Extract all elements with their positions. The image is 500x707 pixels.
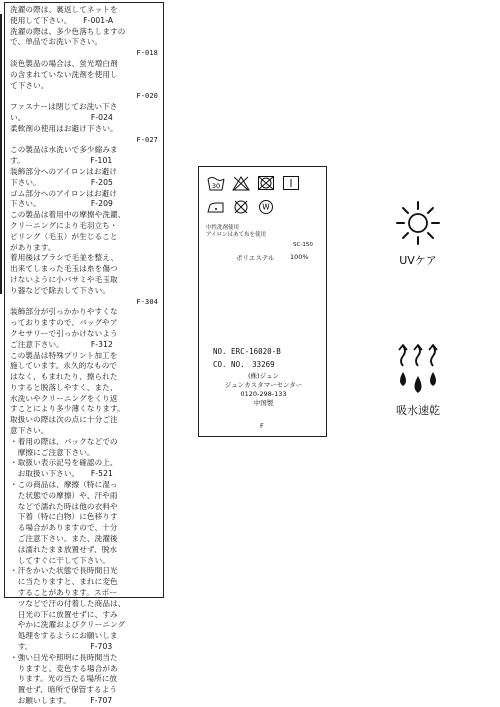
uv-care-label: UVケア <box>399 254 437 267</box>
instruction-line: で、単品でお洗い下さい。 <box>10 37 103 47</box>
instruction-line: 置せず、暗所で保管するよう <box>10 685 118 695</box>
instruction-line: 処理をするようにお願いしま <box>10 631 118 641</box>
instruction-line: 下さい。 F-205 <box>10 177 113 187</box>
iron-low-icon <box>207 199 225 215</box>
instruction-line: 装飾部分へのアイロンはお避け <box>10 166 118 176</box>
svg-text:W: W <box>262 202 270 212</box>
no-bleach-icon <box>232 175 250 191</box>
instruction-line: ツなどで汗の付着した商品は、 <box>10 598 126 608</box>
instruction-line: クセサリーで引っかけないよう <box>10 328 118 338</box>
instruction-line: はなく、もまれたり、擦られた <box>10 372 118 382</box>
instruction-line: の含まれていない洗剤を使用し <box>10 69 118 79</box>
material-name: ポリエステル <box>236 254 275 262</box>
instruction-line: りますと、変色する場合があ <box>10 663 118 673</box>
instruction-line: があります。 <box>10 242 56 252</box>
instruction-line: ・強い日光や照明に長時間当た <box>10 652 118 662</box>
instruction-line: お取扱い下さい。 F-521 <box>10 469 113 479</box>
instruction-line: 水洗いやクリーニングをくり返 <box>10 393 118 403</box>
wash-30-icon <box>207 175 225 191</box>
instruction-line: 出来てしまった毛玉は糸を傷つ <box>10 264 118 274</box>
instruction-line: することがあります。スポー <box>10 588 118 598</box>
instruction-line: 着用後はブラシで毛並を整え、 <box>10 253 119 263</box>
usage-note: 中性洗剤使用 アイロンはあて布を使用 <box>206 225 267 238</box>
color-number: CO. NO. 33269 <box>213 360 275 369</box>
instruction-line: 意下さい。 <box>10 426 49 436</box>
instruction-line: は濡れたまま放置せず、脱水 <box>10 544 118 554</box>
instruction-line: す。 F-101 <box>10 156 113 166</box>
instruction-line: 施しています。永久的なもので <box>10 361 118 371</box>
care-icons-row-1 <box>207 175 300 191</box>
line-dry-icon <box>282 175 300 191</box>
instruction-line: ・着用の際は、バックなどでの <box>10 436 118 446</box>
instruction-line: などで濡れた時は他の衣料や <box>10 501 118 511</box>
instruction-line: けないように小バサミや毛玉取 <box>10 274 118 284</box>
sc-code: SC-150 <box>293 242 313 248</box>
instruction-text-block <box>10 5 158 707</box>
instruction-line: すことにより多少薄くなります。 <box>10 404 125 414</box>
instruction-line: り器などで除去して下さい。 <box>10 285 111 295</box>
water-absorb-dry-icon <box>395 344 441 396</box>
care-instruction-tag <box>4 2 164 705</box>
instruction-line: た状態での摩擦）や、汗や雨 <box>10 490 118 500</box>
instruction-line: してすぐに干して下さい。 <box>10 555 111 565</box>
instruction-line: ピリング（毛玉）が生じること <box>10 231 118 241</box>
instruction-line: やかに洗濯およびクリーニング <box>10 620 126 630</box>
instruction-line: F-027 <box>136 135 158 144</box>
phone-number: 0120-298-133 <box>240 390 287 398</box>
instruction-line: F-020 <box>136 92 158 101</box>
instruction-line: 取扱いの際は次の点に十分ご注 <box>10 415 118 425</box>
instruction-line: お願いします。 F-707 <box>10 696 113 705</box>
instruction-line: 下さい。 F-209 <box>10 199 113 209</box>
no-tumble-dry-icon <box>257 175 275 191</box>
instruction-line: 柔軟剤の使用はお避け下さい。 <box>10 123 118 133</box>
instruction-line: この製品は特殊プリント加工を <box>10 350 118 360</box>
instruction-line: この製品は着用中の摩擦や洗濯、 <box>10 210 126 220</box>
care-icons-row-2 <box>207 199 275 215</box>
customer-center: ジュンカスタマーセンター <box>224 381 303 389</box>
instruction-line: 装飾部分が引っかかりやすくな <box>10 307 118 317</box>
instruction-line: 使用して下さい。 F-001-A <box>10 15 114 25</box>
instruction-line: ・取扱い表示記号を確認の上、 <box>10 458 118 468</box>
uv-care-feature <box>378 200 458 268</box>
sun-icon <box>395 200 441 246</box>
product-number: NO. ERC-16020-B <box>213 347 281 356</box>
instruction-line: この製品は水洗いで多少縮みま <box>10 145 118 155</box>
company-name: (株)ジュン <box>248 372 279 380</box>
quick-dry-label: 吸水速乾 <box>396 404 440 417</box>
instruction-line: 洗濯の際は、多少色落ちしますの <box>10 26 126 36</box>
svg-text:30: 30 <box>211 182 221 190</box>
instruction-line: ご注意下さい。 F-312 <box>10 339 113 349</box>
instruction-line: い。 F-024 <box>10 112 113 122</box>
instruction-line: ご注意下さい。また、洗濯後 <box>10 534 118 544</box>
instruction-line: 淡色製品の場合は、蛍光増白剤 <box>10 58 118 68</box>
instruction-line: ・この商品は、摩擦（特に湿っ <box>10 480 118 490</box>
instruction-line: F-018 <box>136 49 158 58</box>
care-label <box>198 166 327 437</box>
wet-clean-icon <box>257 199 275 215</box>
manufacturer-info <box>199 372 328 408</box>
no-dry-clean-icon <box>232 199 250 215</box>
instruction-line: 洗濯の際は、裏返してネットを <box>10 5 118 14</box>
instruction-line: に当たりますと、まれに変色 <box>10 577 118 587</box>
instruction-line: F-304 <box>136 297 158 306</box>
instruction-line: 摩擦にご注意下さい。 <box>10 447 95 457</box>
instruction-line: ゴム部分へのアイロンはお避け <box>10 188 118 198</box>
instruction-line: 日光の下に放置せずに、すみ <box>10 609 118 619</box>
instruction-line: クリーニングにより毛羽立ち・ <box>10 220 118 230</box>
instruction-line: ファスナーは閉じてお洗い下さ <box>10 102 118 112</box>
instruction-line: る場合がありますので、十分 <box>10 523 118 533</box>
instruction-line: 下着（特に白物）に色移りす <box>10 512 118 522</box>
country-of-origin: 中国製 <box>253 399 274 407</box>
instruction-line: ・汗をかいた状態で長時間日光 <box>10 566 118 576</box>
instruction-line: っておりますので、バッグやア <box>10 318 118 328</box>
instruction-line: ります。光の当たる場所に放 <box>10 674 118 684</box>
instruction-line: りすると脱落しやすく、また、 <box>10 382 118 392</box>
instruction-line: て下さい。 <box>10 80 49 90</box>
footer-code: F <box>260 422 264 430</box>
binding-edge <box>0 14 2 294</box>
instruction-line: す。 F-703 <box>10 642 113 652</box>
material-percent: 100% <box>290 253 309 261</box>
quick-dry-feature <box>378 344 458 418</box>
